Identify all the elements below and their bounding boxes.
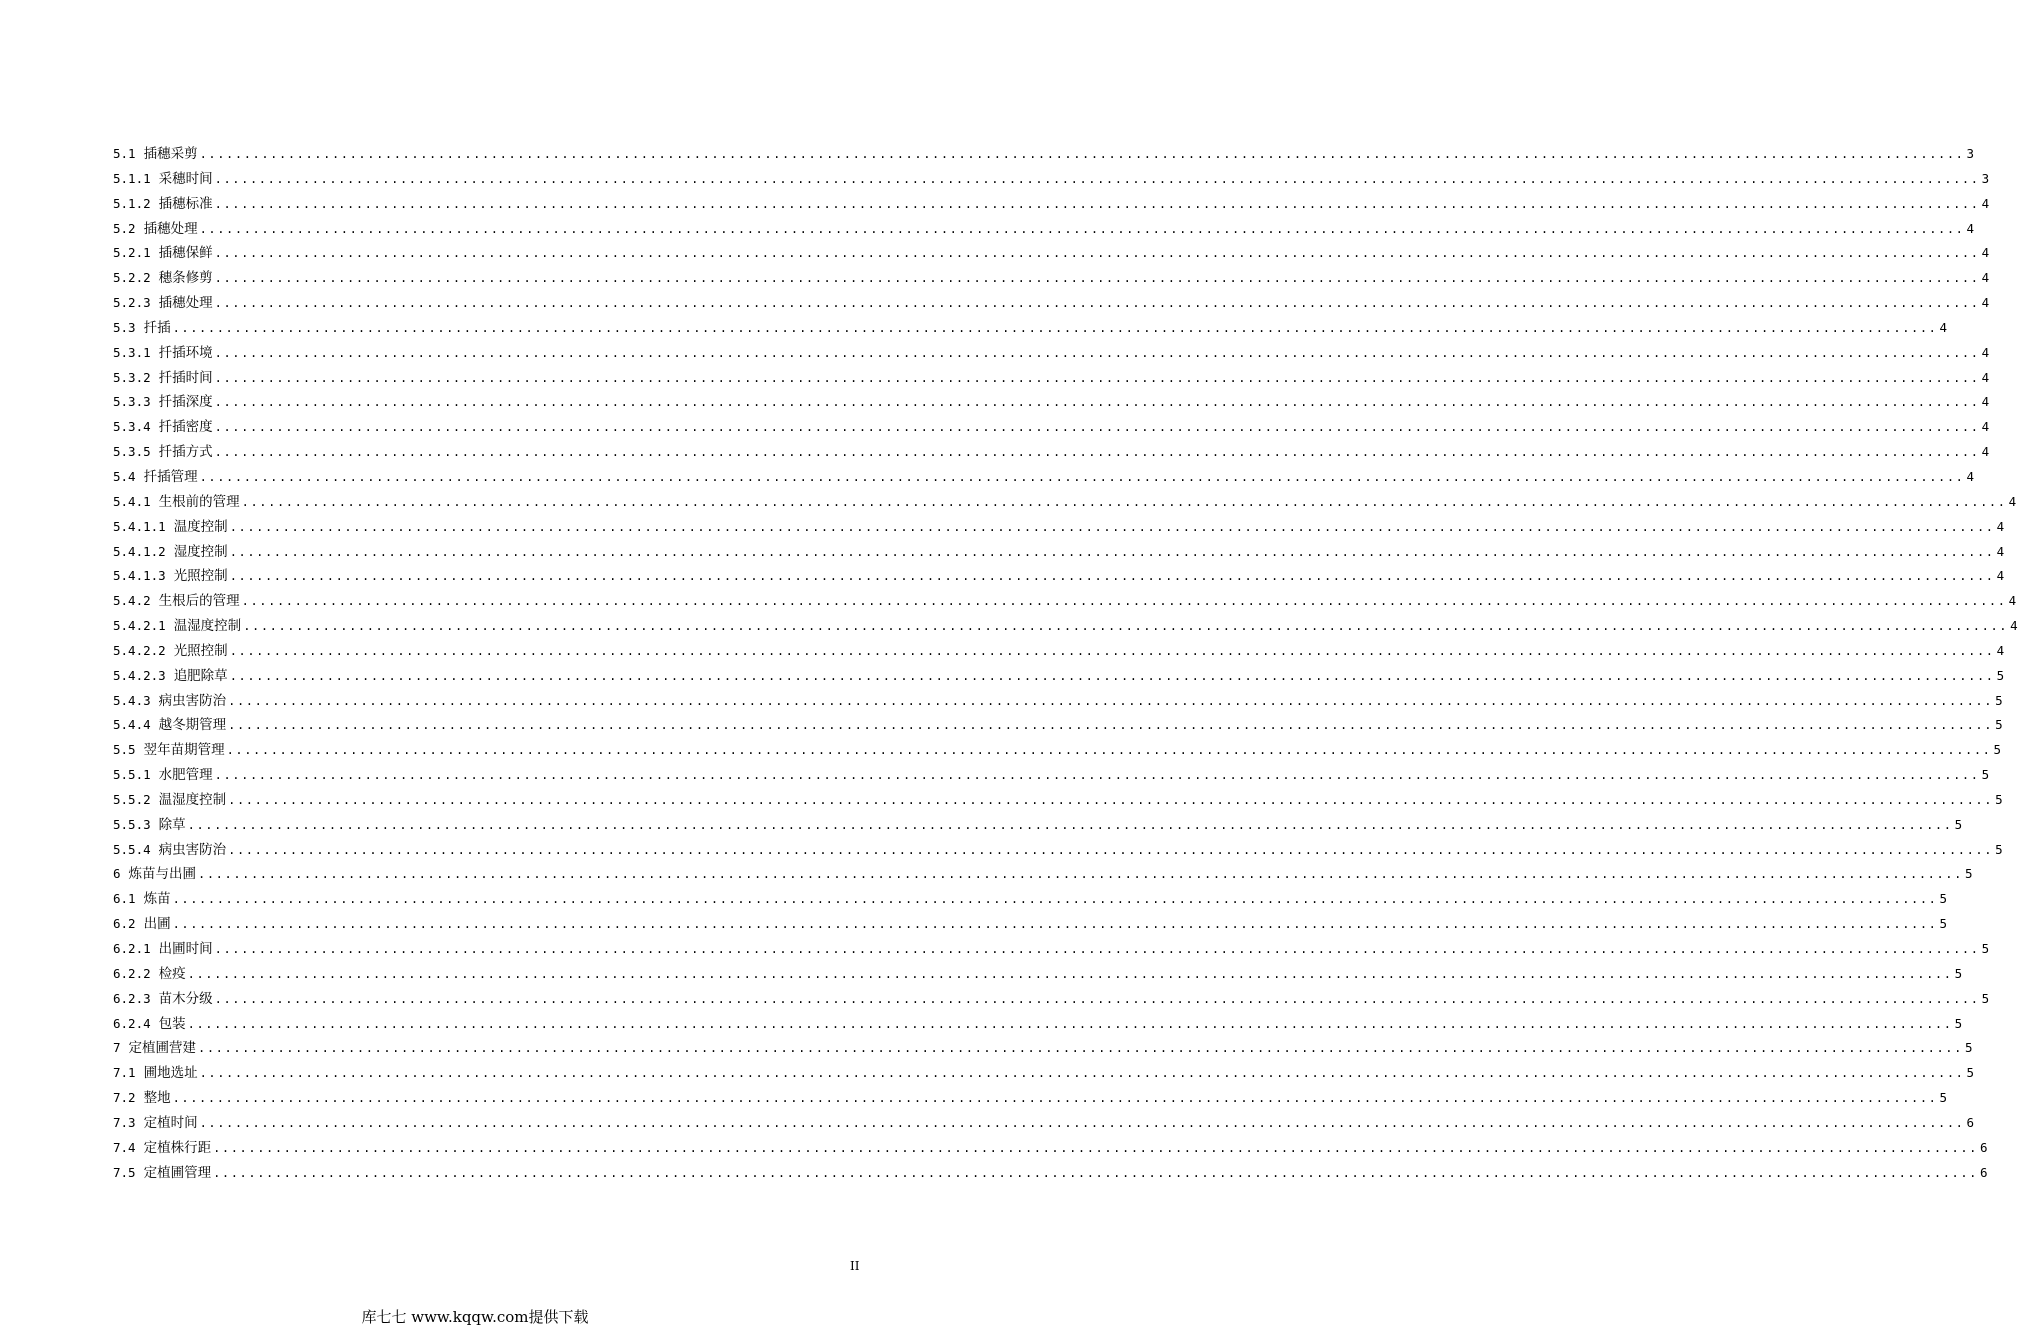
toc-entry[interactable] <box>113 344 1990 369</box>
toc-entry[interactable] <box>113 1015 1963 1040</box>
toc-entry[interactable] <box>113 990 1990 1015</box>
toc-entry-number: 5.4.2.1 <box>113 618 166 634</box>
toc-entry-page: 5 <box>1954 816 1963 832</box>
toc-entry-number: 7.2 <box>113 1090 136 1106</box>
dot-leader: ........................................................................................................................................................................................................ <box>229 519 1995 534</box>
toc-entry-number: 6.1 <box>113 891 136 907</box>
toc-entry-page: 4 <box>1981 270 1990 286</box>
toc-entry-number: 5.3.1 <box>113 344 151 360</box>
toc-entry-title: 扦插环境 <box>158 344 213 361</box>
toc-entry[interactable] <box>113 170 1990 195</box>
toc-entry[interactable] <box>113 1089 1948 1114</box>
toc-entry-number: 5.1.1 <box>113 170 151 186</box>
toc-entry[interactable] <box>113 1039 1973 1064</box>
toc-entry-page: 5 <box>1995 841 2003 857</box>
dot-leader: ........................................................................................................................................................................................................ <box>241 494 2007 509</box>
toc-entry[interactable] <box>113 1139 1988 1164</box>
toc-entry-number: 5.1.2 <box>113 195 151 211</box>
toc-entry[interactable] <box>113 667 2005 692</box>
toc-entry-number: 5.4.2.3 <box>113 667 166 683</box>
toc-entry-number: 5.3.3 <box>113 394 151 410</box>
toc-entry[interactable] <box>113 940 1990 965</box>
dot-leader: ........................................................................................................................................................................................................ <box>229 544 1995 559</box>
dot-leader: ........................................................................................................................................................................................................ <box>243 619 2009 634</box>
toc-entry-title: 检疫 <box>158 965 186 982</box>
toc-entry-page: 4 <box>1939 319 1948 335</box>
toc-entry-title: 扦插深度 <box>158 394 213 411</box>
toc-entry-page: 4 <box>1996 642 2005 658</box>
toc-entry[interactable] <box>113 145 1975 170</box>
toc-entry-page: 4 <box>2010 618 2018 634</box>
toc-entry[interactable] <box>113 642 2005 667</box>
toc-entry-title: 出圃 <box>143 916 171 933</box>
toc-entry-number: 5.4.1.1 <box>113 518 166 534</box>
toc-entry[interactable] <box>113 692 2003 717</box>
toc-entry-number: 5.4.2 <box>113 593 151 609</box>
toc-entry-page: 4 <box>1996 568 2005 584</box>
toc-entry-number: 6.2.1 <box>113 941 151 956</box>
toc-entry-page: 5 <box>1995 717 2003 733</box>
toc-entry-title: 圃地选址 <box>143 1065 198 1082</box>
toc-entry-number: 6.2.2 <box>113 965 151 981</box>
dot-leader: ........................................................................................................................................................................................................ <box>228 693 1994 708</box>
toc-entry-title: 湿度控制 <box>173 543 228 560</box>
toc-entry-number: 5.4.1.3 <box>113 568 166 584</box>
toc-entry-number: 7.4 <box>113 1139 136 1155</box>
toc-entry-number: 5.5.2 <box>113 791 151 807</box>
page-number: II <box>850 1259 860 1273</box>
toc-entry-title: 光照控制 <box>173 568 228 585</box>
toc-entry-title: 扦插方式 <box>158 444 213 461</box>
toc-entry-title: 扦插管理 <box>143 468 198 485</box>
toc-entry-title: 扦插 <box>143 319 171 336</box>
toc-entry-title: 扦插密度 <box>158 419 213 436</box>
toc-entry-page: 5 <box>1981 990 1990 1006</box>
toc-entry-title: 追肥除草 <box>173 667 228 684</box>
toc-entry-number: 5.2.1 <box>113 245 151 261</box>
toc-entry-page: 5 <box>1993 742 2002 758</box>
toc-entry-page: 4 <box>2008 593 2017 609</box>
toc-entry[interactable] <box>113 1114 1975 1139</box>
dot-leader: ........................................................................................................................................................................................................ <box>228 718 1994 733</box>
toc-entry-number: 6.2.3 <box>113 990 151 1006</box>
toc-entry[interactable] <box>113 195 1990 220</box>
dot-leader: ........................................................................................................................................................................................................ <box>198 867 1963 882</box>
footer-text: 库七七 www.kqqw.com提供下载 <box>361 1308 589 1326</box>
toc-entry-page: 5 <box>1964 866 1973 882</box>
dot-leader: ........................................................................................................................................................................................................ <box>172 1091 1938 1106</box>
dot-leader: ........................................................................................................................................................................................................ <box>187 1016 1953 1031</box>
toc-entry-page: 5 <box>1996 667 2005 683</box>
toc-entry-page: 5 <box>1939 916 1948 932</box>
toc-entry-page: 4 <box>1981 419 1990 435</box>
dot-leader: ........................................................................................................................................................................................................ <box>199 1115 1965 1130</box>
toc-entry-page: 6 <box>1980 1164 1988 1180</box>
toc-entry-page: 4 <box>2008 493 2017 509</box>
toc-entry-page: 4 <box>1981 344 1990 360</box>
dot-leader: ........................................................................................................................................................................................................ <box>187 966 1953 981</box>
dot-leader: ........................................................................................................................................................................................................ <box>214 445 1980 460</box>
dot-leader: ........................................................................................................................................................................................................ <box>214 345 1980 360</box>
dot-leader: ........................................................................................................................................................................................................ <box>229 643 1995 658</box>
toc-entry-title: 定植时间 <box>143 1114 198 1131</box>
toc-entry[interactable] <box>113 418 1990 443</box>
dot-leader: ........................................................................................................................................................................................................ <box>214 768 1980 783</box>
toc-entry-number: 5.2.2 <box>113 270 151 286</box>
toc-entry-number: 5.5 <box>113 742 136 758</box>
toc-entry-page: 5 <box>1966 1065 1975 1081</box>
toc-entry-title: 苗木分级 <box>158 990 213 1007</box>
toc-entry[interactable] <box>113 766 1990 791</box>
toc-entry-number: 5.4.2.2 <box>113 642 166 658</box>
toc-entry[interactable] <box>113 369 1990 394</box>
toc-entry-page: 5 <box>1964 1040 1973 1056</box>
toc-entry-page: 5 <box>1954 965 1963 981</box>
toc-entry-page: 4 <box>1996 518 2005 534</box>
toc-entry-number: 5.2.3 <box>113 295 151 311</box>
toc-entry[interactable] <box>113 841 2003 866</box>
toc-entry-page: 5 <box>1954 1015 1963 1031</box>
toc-entry[interactable] <box>113 220 1975 245</box>
dot-leader: ........................................................................................................................................................................................................ <box>226 743 1992 758</box>
toc-entry-page: 4 <box>1966 468 1975 484</box>
toc-entry[interactable] <box>113 890 1948 915</box>
toc-entry-number: 7 <box>113 1040 121 1056</box>
toc-entry-title: 温度控制 <box>173 518 228 535</box>
toc-entry-page: 4 <box>1981 394 1990 410</box>
toc-entry-page: 5 <box>1995 791 2003 807</box>
toc-entry-number: 5.3.5 <box>113 444 151 460</box>
toc-entry-page: 5 <box>1981 941 1990 956</box>
dot-leader: ........................................................................................................................................................................................................ <box>214 171 1980 186</box>
toc-entry-title: 光照控制 <box>173 642 228 659</box>
dot-leader: ........................................................................................................................................................................................................ <box>213 1165 1978 1180</box>
toc-entry[interactable] <box>113 319 1948 344</box>
dot-leader: ........................................................................................................................................................................................................ <box>214 395 1980 410</box>
toc-entry[interactable] <box>113 468 1975 493</box>
dot-leader: ........................................................................................................................................................................................................ <box>214 420 1980 435</box>
toc-entry-title: 越冬期管理 <box>158 717 227 734</box>
toc-entry[interactable] <box>113 592 2017 617</box>
toc-entry-number: 5.5.3 <box>113 816 151 832</box>
dot-leader: ........................................................................................................................................................................................................ <box>172 320 1938 335</box>
toc-entry-page: 5 <box>1939 1090 1948 1106</box>
toc-entry-number: 6 <box>113 866 121 882</box>
toc-entry-number: 5.5.1 <box>113 767 151 783</box>
toc-entry[interactable] <box>113 965 1963 990</box>
toc-entry-title: 温湿度控制 <box>173 618 242 635</box>
toc-entry[interactable] <box>113 543 2005 568</box>
toc-entry-page: 5 <box>1995 692 2003 708</box>
toc-entry[interactable] <box>113 716 2003 741</box>
toc-entry-page: 4 <box>1966 220 1975 236</box>
toc-entry-number: 7.3 <box>113 1114 136 1130</box>
toc-entry-page: 4 <box>1981 295 1990 311</box>
toc-entry[interactable] <box>113 393 1990 418</box>
toc-entry[interactable] <box>113 244 1990 269</box>
toc-entry[interactable] <box>113 493 2017 518</box>
toc-entry-title: 翌年苗期管理 <box>143 742 225 759</box>
dot-leader: ........................................................................................................................................................................................................ <box>229 668 1995 683</box>
toc-entry[interactable] <box>113 865 1973 890</box>
dot-leader: ........................................................................................................................................................................................................ <box>228 842 1994 857</box>
toc-entry-title: 插穗保鲜 <box>158 245 213 262</box>
dot-leader: ........................................................................................................................................................................................................ <box>199 469 1965 484</box>
toc-entry-title: 生根前的管理 <box>158 493 240 510</box>
toc-entry-number: 5.4.1 <box>113 493 151 509</box>
toc-entry-page: 4 <box>1981 369 1990 385</box>
toc-entry[interactable] <box>113 915 1948 940</box>
dot-leader: ........................................................................................................................................................................................................ <box>229 569 1995 584</box>
toc-entry-title: 定植株行距 <box>143 1139 212 1156</box>
toc-entry-page: 5 <box>1939 891 1948 907</box>
toc-entry[interactable] <box>113 269 1990 294</box>
dot-leader: ........................................................................................................................................................................................................ <box>199 147 1965 161</box>
toc-entry-title: 出圃时间 <box>158 941 213 957</box>
toc-entry-title: 定植圃营建 <box>128 1040 197 1057</box>
toc-entry[interactable] <box>113 791 2003 816</box>
toc-entry-title: 插穗采剪 <box>143 146 198 162</box>
toc-entry-number: 5.4.1.2 <box>113 543 166 559</box>
toc-entry-title: 插穗标准 <box>158 195 213 212</box>
toc-entry[interactable] <box>113 617 2018 642</box>
dot-leader: ........................................................................................................................................................................................................ <box>214 271 1980 286</box>
toc-entry-title: 穗条修剪 <box>158 270 213 287</box>
dot-leader: ........................................................................................................................................................................................................ <box>241 594 2007 609</box>
toc-entry[interactable] <box>113 741 2002 766</box>
toc-entry-title: 扦插时间 <box>158 369 213 386</box>
toc-entry-title: 采穗时间 <box>158 170 213 187</box>
toc-entry-title: 炼苗与出圃 <box>128 866 197 883</box>
toc-entry-title: 插穗处理 <box>143 220 198 237</box>
toc-entry-number: 6.2 <box>113 916 136 932</box>
toc-entry-title: 插穗处理 <box>158 295 213 312</box>
toc-entry-number: 5.3 <box>113 319 136 335</box>
dot-leader: ........................................................................................................................................................................................................ <box>172 917 1938 932</box>
toc-entry-number: 7.5 <box>113 1164 136 1180</box>
toc-entry-title: 定植圃管理 <box>143 1164 212 1181</box>
dot-leader: ........................................................................................................................................................................................................ <box>214 246 1980 261</box>
toc-entry-page: 6 <box>1980 1139 1988 1155</box>
toc-entry-title: 整地 <box>143 1090 171 1107</box>
dot-leader: ........................................................................................................................................................................................................ <box>214 296 1980 311</box>
toc-entry-page: 4 <box>1981 444 1990 460</box>
dot-leader: ........................................................................................................................................................................................................ <box>214 991 1980 1006</box>
toc-entry-page: 3 <box>1981 170 1990 186</box>
toc-entry-page: 5 <box>1981 767 1990 783</box>
dot-leader: ........................................................................................................................................................................................................ <box>199 1066 1965 1081</box>
dot-leader: ........................................................................................................................................................................................................ <box>214 196 1980 211</box>
toc-entry-title: 水肥管理 <box>158 767 213 784</box>
toc-entry[interactable] <box>113 443 1990 468</box>
toc-entry-title: 温湿度控制 <box>158 791 227 808</box>
toc-entry-number: 5.4.3 <box>113 692 151 708</box>
table-of-contents <box>113 145 2018 1188</box>
toc-entry[interactable] <box>113 1164 1988 1189</box>
toc-entry[interactable] <box>113 1064 1975 1089</box>
toc-entry-title: 炼苗 <box>143 891 171 908</box>
toc-entry-title: 除草 <box>158 816 186 833</box>
toc-entry-page: 4 <box>1981 195 1990 211</box>
toc-entry[interactable] <box>113 567 2005 592</box>
dot-leader: ........................................................................................................................................................................................................ <box>187 817 1953 832</box>
toc-entry-title: 病虫害防治 <box>158 692 227 709</box>
toc-entry[interactable] <box>113 816 1963 841</box>
toc-entry-page: 4 <box>1996 543 2005 559</box>
toc-entry-number: 5.4.4 <box>113 717 151 733</box>
toc-entry-number: 5.4 <box>113 468 136 484</box>
toc-entry-number: 5.3.2 <box>113 369 151 385</box>
dot-leader: ........................................................................................................................................................................................................ <box>213 1140 1978 1155</box>
toc-entry-number: 5.5.4 <box>113 841 151 857</box>
toc-entry-number: 5.2 <box>113 220 136 236</box>
toc-entry-number: 7.1 <box>113 1065 136 1081</box>
toc-entry-title: 病虫害防治 <box>158 841 227 858</box>
toc-entry-page: 6 <box>1966 1114 1975 1130</box>
toc-entry-page: 4 <box>1981 245 1990 261</box>
toc-entry-title: 包装 <box>158 1015 186 1032</box>
toc-entry-page: 3 <box>1966 146 1975 161</box>
dot-leader: ........................................................................................................................................................................................................ <box>199 221 1965 236</box>
dot-leader: ........................................................................................................................................................................................................ <box>198 1041 1963 1056</box>
toc-entry-number: 5.1 <box>113 146 136 161</box>
toc-entry-number: 6.2.4 <box>113 1015 151 1031</box>
toc-entry-title: 生根后的管理 <box>158 593 240 610</box>
toc-entry[interactable] <box>113 294 1990 319</box>
toc-entry-number: 5.3.4 <box>113 419 151 435</box>
dot-leader: ........................................................................................................................................................................................................ <box>228 792 1994 807</box>
dot-leader: ........................................................................................................................................................................................................ <box>172 892 1938 907</box>
toc-entry[interactable] <box>113 518 2005 543</box>
dot-leader: ........................................................................................................................................................................................................ <box>214 942 1980 956</box>
dot-leader: ........................................................................................................................................................................................................ <box>214 370 1980 385</box>
